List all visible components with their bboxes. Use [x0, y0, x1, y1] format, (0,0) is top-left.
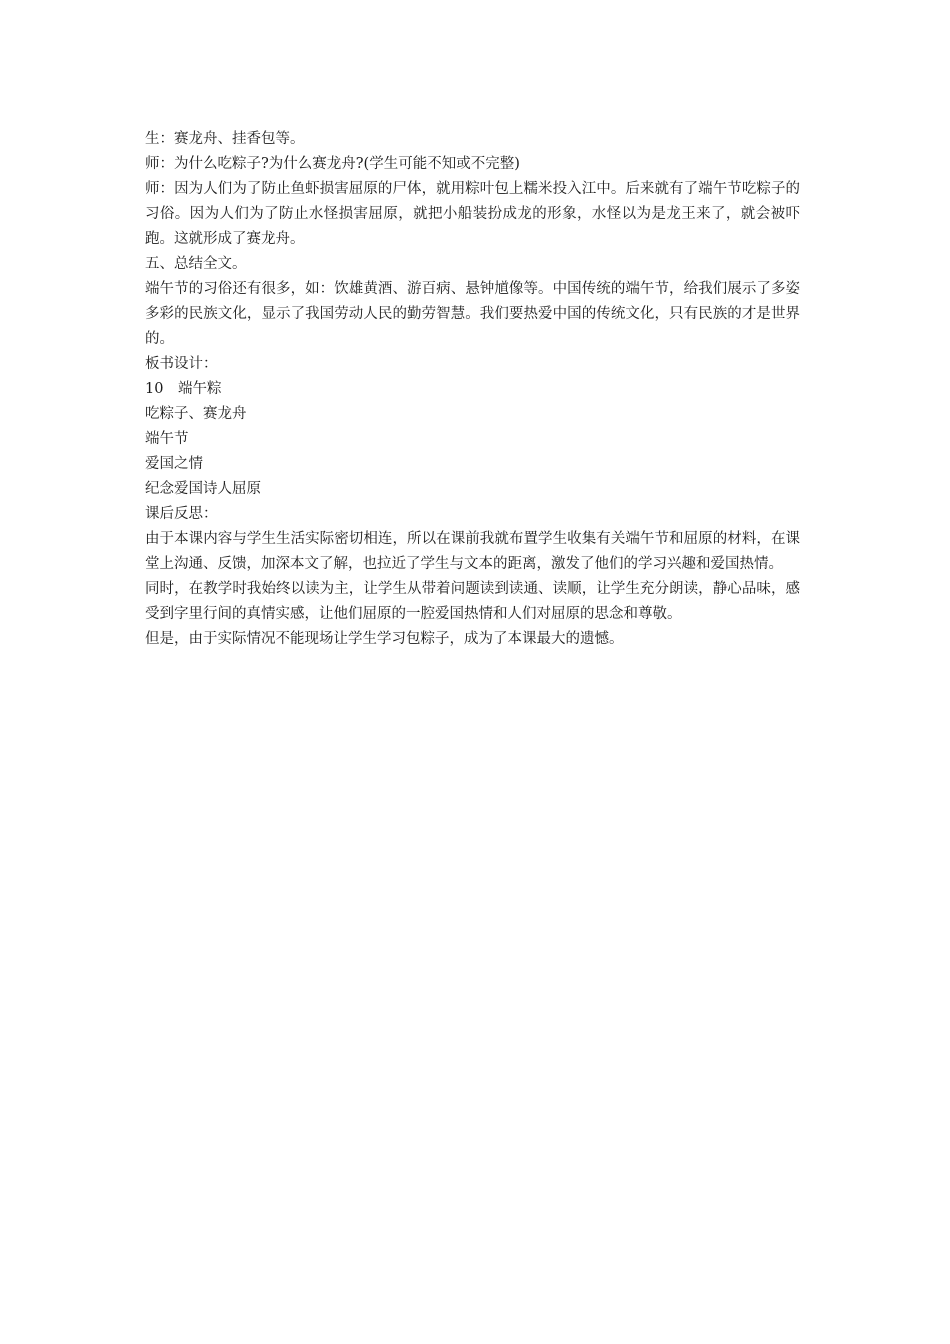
dialogue-teacher-question: 师：为什么吃粽子?为什么赛龙舟?(学生可能不知或不完整) [145, 156, 520, 172]
dialogue-student-answer: 生：赛龙舟、挂香包等。 [145, 131, 305, 147]
dialogue-teacher-explanation: 师：因为人们为了防止鱼虾损害屈原的尸体，就用粽叶包上糯米投入江中。后来就有了端午节吃粽子的习俗。因为人们为了防止水怪损害屈原，就把小船装扮成龙的形象，水怪以为是龙王来了，就会被吓跑。这就形成了赛龙舟。 [145, 181, 800, 247]
reflection-paragraph: 同时，在教学时我始终以读为主，让学生从带着问题读到读通、读顺，让学生充分朗读，静心品味，感受到字里行间的真情实感，让他们屈原的一腔爱国热情和人们对屈原的思念和尊敬。 [145, 581, 800, 622]
reflection-heading: 课后反思： [145, 506, 218, 522]
board-design-line: 吃粽子、赛龙舟 [145, 406, 247, 422]
summary-paragraph: 端午节的习俗还有很多，如：饮雄黄酒、游百病、悬钟馗像等。中国传统的端午节，给我们展示了多姿多彩的民族文化，显示了我国劳动人民的勤劳智慧。我们要热爱中国的传统文化，只有民族的才是世界的。 [145, 281, 800, 347]
reflection-paragraph: 但是，由于实际情况不能现场让学生学习包粽子，成为了本课最大的遗憾。 [145, 631, 624, 647]
board-design-line: 爱国之情 [145, 456, 203, 472]
reflection-paragraph: 由于本课内容与学生生活实际密切相连，所以在课前我就布置学生收集有关端午节和屈原的材料，在课堂上沟通、反馈，加深本文了解，也拉近了学生与文本的距离，激发了他们的学习兴趣和爱国热情。 [145, 531, 800, 572]
board-design-line: 纪念爱国诗人屈原 [145, 481, 261, 497]
section-heading-summary: 五、总结全文。 [145, 256, 247, 272]
board-design-line: 端午节 [145, 431, 189, 447]
document-body [145, 127, 800, 652]
board-design-line: 10 端午粽 [145, 381, 222, 397]
board-design-heading: 板书设计： [145, 356, 218, 372]
